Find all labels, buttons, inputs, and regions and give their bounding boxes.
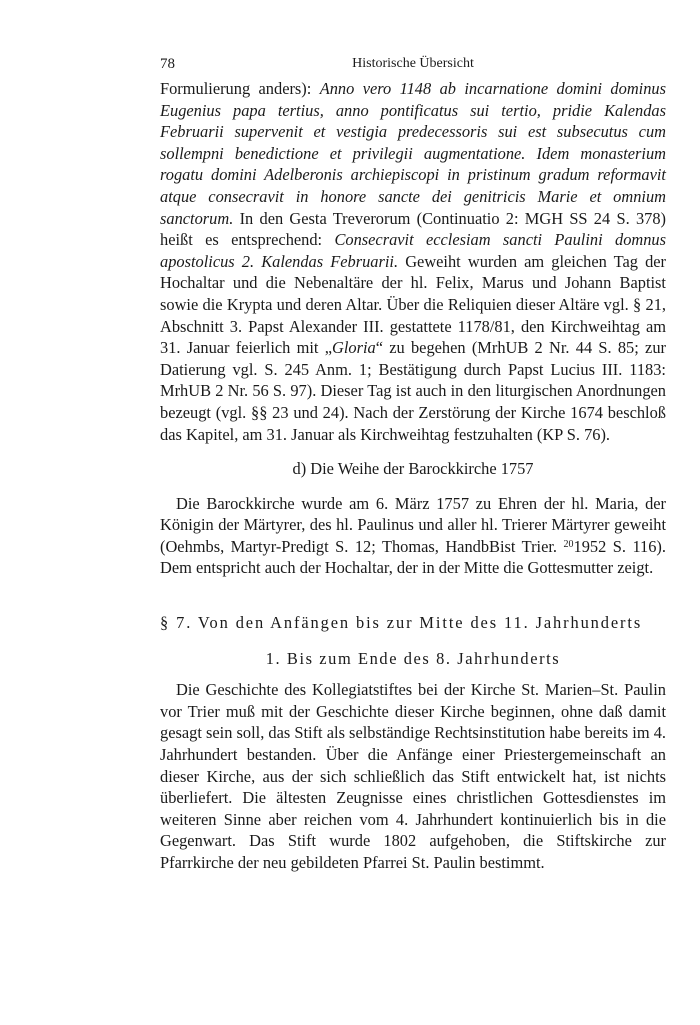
paragraph-barockkirche <box>160 493 666 579</box>
page-number: 78 <box>160 56 175 72</box>
text-run: Formulierung anders): <box>160 79 320 98</box>
latin-quote: Consecravit ecclesiam sancti Paulini domnus apostolicus 2. Kalendas Februarii. <box>160 230 666 271</box>
paragraph-consecration-1148 <box>160 78 666 445</box>
latin-word: Gloria <box>332 338 376 358</box>
latin-quote: Anno vero 1148 ab incarnatione domini dominus Eugenius papa tertius, anno pontificatus sui tertio, pridie Kalendas Februarii supervenit et vestigia predecessoris sui est subsecutus cum sollempni benedictione et privilegii augmentatione. Idem monasterium rogatu domini Adelberonis archiepiscopi in pristinum gradum reformavit atque consecravit in honore sancte dei genitricis Marie et omnium sanctorum. <box>160 79 666 228</box>
text-run: 1952 S. 116). Dem entspricht auch der Hochaltar, der in der Mitte die Gottesmutter zeigt. <box>160 536 666 578</box>
text-run: Die Barockkirche wurde am 6. März 1757 zu Ehren der hl. Maria, der Königin der Märtyrer, des hl. Paulinus und aller hl. Trierer Märtyrer geweiht (Oehmbs, Martyr-Predigt S. 12; Thomas, HandbBist Trier. <box>160 493 666 556</box>
text-run: In den Gesta Treverorum (Continuatio 2: MGH SS 24 S. 378) heißt es entsprechend: <box>160 208 666 250</box>
subsection-heading-1: 1. Bis zum Ende des 8. Jahrhunderts <box>265 648 561 668</box>
paragraph-geschichte: Die Geschichte des Kollegiatstiftes bei der Kirche St. Marien–St. Paulin vor Trier muß mit der Geschichte dieser Kirche beginnen, ohne daß damit gesagt sein soll, das Stift als selbständige Rechtsinstitution habe bereits im 4. Jahrhundert bestanden. Über die Anfänge einer Priestergemeinschaft an dieser Kirche, aus der sich schließlich das Stift entwickelt hat, ist nichts überliefert. Die ältesten Zeugnisse eines christlichen Gottesdienstes im weiteren Sinne aber reichen vom 4. Jahrhundert kontinuierlich bis in die Gegenwart. Das Stift wurde 1802 aufgehoben, die Stiftskirche zur Pfarrkirche der neu gebildeten Pfarrei St. Paulin bestimmt. <box>160 680 666 872</box>
book-page <box>160 56 666 874</box>
running-title: Historische Übersicht <box>352 56 474 71</box>
text-run: “ zu begehen (MrhUB 2 Nr. 44 S. 85; zur Datierung vgl. S. 245 Anm. 1; Bestätigung durch Papst Lucius III. 1183: MrhUB 2 Nr. 56 S. 97). Dieser Tag ist auch in den liturgischen Anordnungen bezeugt (vgl. §§ 23 und 24). Nach der Zerstörung der Kirche 1674 beschloß das Kapitel, am 31. Januar als Kirchweihtag festzuhalten (KP S. 76). <box>160 338 666 444</box>
page-header <box>160 56 666 78</box>
text-run: Geweiht wurden am gleichen Tag der Hochaltar und die Nebenaltäre der hl. Felix, Marus und Johann Baptist sowie die Krypta und deren Altar. Über die Reliquien dieser Altäre vgl. § 21, Abschnitt 3. Papst Alexander III. gestattete 1178/81, den Kirchweihtag am 31. Januar feierlich mit „ <box>160 251 667 358</box>
section-heading-7: § 7. Von den Anfängen bis zur Mitte des 11. Jahrhunderts <box>160 613 643 633</box>
subsection-heading-d: d) Die Weihe der Barockkirche 1757 <box>292 459 534 479</box>
edition-superscript: 20 <box>563 538 574 550</box>
